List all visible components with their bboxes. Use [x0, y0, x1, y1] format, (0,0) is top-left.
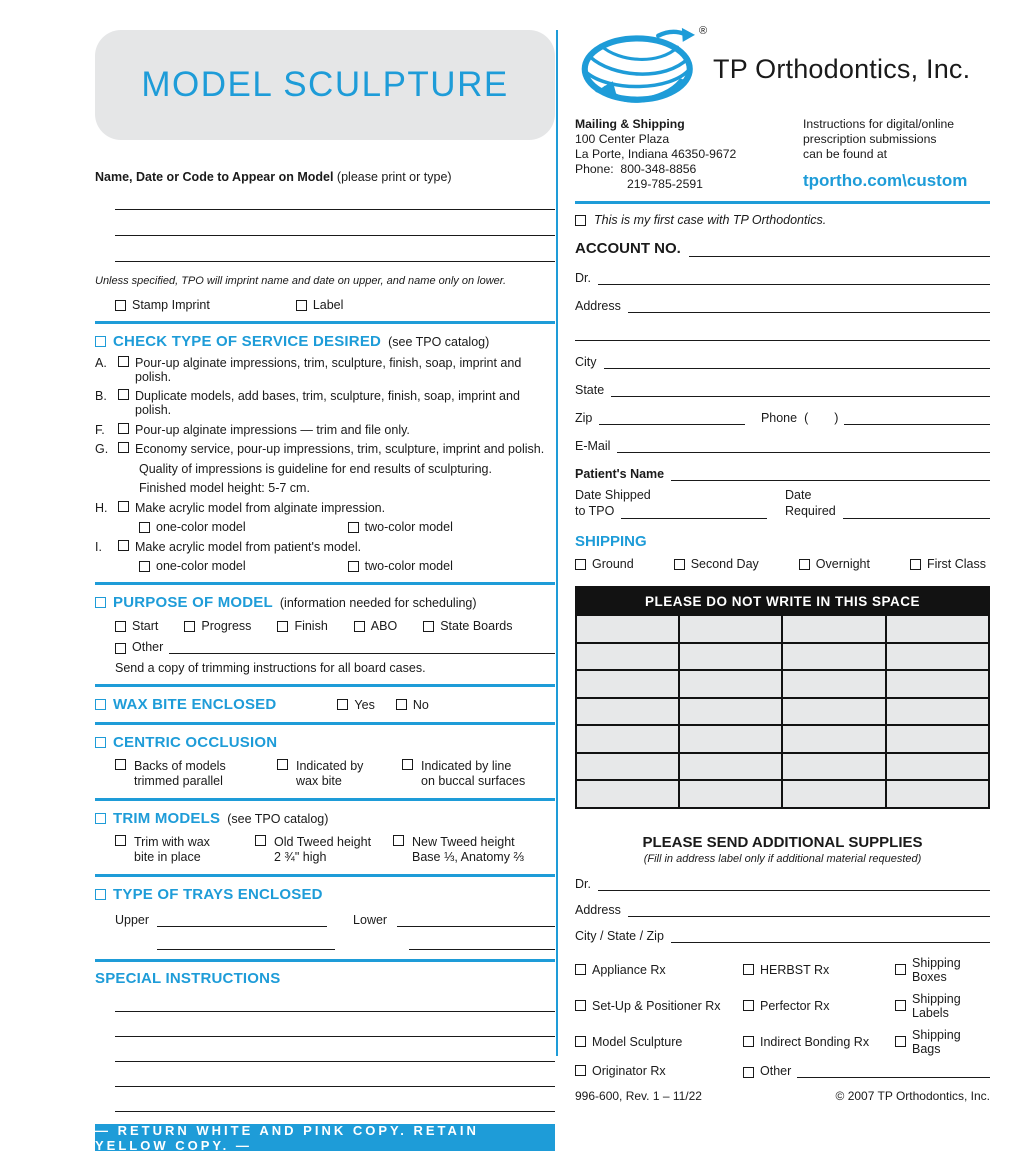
form-footer	[575, 1089, 990, 1103]
special-instructions-line[interactable]	[115, 1087, 555, 1112]
label-label: Label	[312, 298, 344, 312]
address-label: Address	[575, 299, 621, 313]
dr-label: Dr.	[575, 271, 591, 285]
section-divider	[95, 582, 555, 585]
centric-buccal-line-checkbox[interactable]	[402, 759, 413, 770]
shipping-second-day-label: Second Day	[690, 557, 759, 571]
trays-lower-field[interactable]	[397, 914, 555, 927]
centric-options	[115, 759, 555, 789]
grid-cell	[886, 643, 989, 671]
grid-cell	[782, 753, 885, 781]
special-instructions-line[interactable]	[115, 1062, 555, 1087]
service-h-suboptions	[139, 520, 555, 534]
date-shipped-field[interactable]	[621, 506, 767, 519]
service-section-checkbox[interactable]	[95, 336, 106, 347]
city-field[interactable]	[604, 356, 990, 369]
shipping-boxes-label: Shipping Boxes	[912, 955, 961, 984]
supplies-checkbox-grid	[575, 956, 990, 1078]
dr-field[interactable]	[598, 272, 990, 285]
patient-name-field[interactable]	[671, 468, 990, 481]
grid-cell	[576, 780, 679, 808]
date-required-field[interactable]	[843, 506, 990, 519]
option-letter: H.	[95, 500, 108, 515]
purpose-state-boards-checkbox[interactable]	[423, 621, 434, 632]
grid-cell	[886, 698, 989, 726]
service-i-label: Make acrylic model from patient's model.	[135, 539, 362, 554]
h-one-color-label: one-color model	[156, 520, 246, 534]
trim-section-header	[95, 810, 555, 827]
do-not-write-table	[575, 586, 990, 809]
first-case-checkbox[interactable]	[575, 215, 586, 226]
purpose-start-checkbox[interactable]	[115, 621, 126, 632]
special-instructions-line[interactable]	[115, 987, 555, 1012]
purpose-abo-checkbox[interactable]	[354, 621, 365, 632]
date-required-label-2: Required	[785, 504, 836, 518]
trays-lower-label: Lower	[353, 913, 388, 927]
h-one-color-checkbox[interactable]	[139, 522, 150, 533]
zip-field[interactable]	[599, 412, 745, 425]
wax-bite-section-checkbox[interactable]	[95, 699, 106, 710]
h-two-color-checkbox[interactable]	[348, 522, 359, 533]
grid-cell	[679, 643, 782, 671]
phone-field[interactable]	[844, 412, 990, 425]
instructions-line-1: Instructions for digital/online	[803, 117, 955, 131]
section-divider	[95, 684, 555, 687]
purpose-options	[115, 619, 555, 633]
purpose-section-title: PURPOSE OF MODEL	[113, 594, 273, 611]
trim-new-tweed-label: New Tweed height Base ⅓, Anatomy ⅔	[412, 835, 524, 864]
perfector-rx-checkbox[interactable]	[743, 1000, 754, 1011]
supplies-address-label: Address	[575, 902, 621, 917]
originator-rx-label: Originator Rx	[592, 1063, 666, 1078]
city-label: City	[575, 355, 597, 369]
grid-cell	[782, 615, 885, 643]
first-case-label: This is my first case with TP Orthodontics.	[594, 213, 827, 227]
table-row	[576, 643, 989, 671]
email-field[interactable]	[617, 440, 990, 453]
phone-paren-left: (	[804, 411, 809, 425]
purpose-note: Send a copy of trimming instructions for all board cases.	[115, 661, 426, 675]
instructions-line-2: prescription submissions	[803, 132, 937, 146]
registered-trademark: ®	[699, 25, 708, 37]
mailing-title: Mailing & Shipping	[575, 117, 685, 131]
shipping-second-day-checkbox[interactable]	[674, 559, 685, 570]
service-f-label: Pour-up alginate impressions — trim and file only.	[135, 422, 410, 437]
grid-cell	[886, 780, 989, 808]
dates-row	[575, 487, 990, 519]
label-checkbox[interactable]	[296, 300, 307, 311]
centric-section-header	[95, 734, 555, 751]
option-letter: F.	[95, 422, 105, 437]
address-field[interactable]	[628, 300, 990, 313]
grid-cell	[886, 615, 989, 643]
grid-cell	[679, 698, 782, 726]
setup-positioner-rx-checkbox[interactable]	[575, 1000, 586, 1011]
date-shipped-group	[575, 487, 767, 519]
grid-cell	[679, 615, 782, 643]
service-option-i	[95, 540, 555, 554]
state-label: State	[575, 383, 605, 397]
purpose-section-checkbox[interactable]	[95, 597, 106, 608]
service-h-label: Make acrylic model from alginate impression.	[135, 500, 386, 515]
trim-old-tweed-label: Old Tweed height 2 ¾" high	[274, 835, 372, 864]
name-line[interactable]	[115, 210, 555, 236]
purpose-abo-label: ABO	[370, 619, 398, 633]
dr-row	[575, 264, 990, 285]
centric-backs-checkbox[interactable]	[115, 759, 126, 770]
indirect-bonding-rx-checkbox[interactable]	[743, 1036, 754, 1047]
grid-cell	[576, 670, 679, 698]
model-sculpture-checkbox[interactable]	[575, 1036, 586, 1047]
online-instructions-block	[803, 117, 990, 192]
service-a-label: Pour-up alginate impressions, trim, sculpture, finish, soap, imprint and polish.	[135, 355, 522, 384]
shipping-overnight-checkbox[interactable]	[799, 559, 810, 570]
shipping-ground-label: Ground	[592, 557, 634, 571]
i-one-color-label: one-color model	[156, 559, 246, 573]
service-option-a	[95, 356, 555, 384]
centric-wax-bite-label: Indicated by wax bite	[296, 759, 364, 788]
shipping-bags-checkbox[interactable]	[895, 1036, 906, 1047]
form-left-column	[95, 0, 555, 1151]
originator-rx-checkbox[interactable]	[575, 1065, 586, 1076]
service-g-checkbox[interactable]	[118, 442, 129, 453]
wax-bite-no-checkbox[interactable]	[396, 699, 407, 710]
shipping-boxes-checkbox[interactable]	[895, 964, 906, 975]
table-row	[576, 780, 989, 808]
grid-cell	[576, 725, 679, 753]
purpose-finish-label: Finish	[294, 619, 328, 633]
purpose-finish-checkbox[interactable]	[277, 621, 288, 632]
grid-cell	[679, 725, 782, 753]
table-row	[576, 753, 989, 781]
supplies-note: (Fill in address label only if additional material requested)	[643, 852, 922, 865]
centric-section-checkbox[interactable]	[95, 737, 106, 748]
wax-bite-section-header	[95, 696, 555, 713]
special-instructions-title: SPECIAL INSTRUCTIONS	[95, 970, 281, 987]
do-not-write-header: PLEASE DO NOT WRITE IN THIS SPACE	[576, 587, 989, 615]
special-instructions-line[interactable]	[115, 1037, 555, 1062]
shipping-section-title: SHIPPING	[575, 533, 647, 550]
supplies-address-row	[575, 898, 990, 917]
imprint-options	[115, 298, 555, 312]
table-row	[576, 725, 989, 753]
grid-cell	[886, 670, 989, 698]
option-letter: B.	[95, 389, 107, 403]
wax-bite-section-title: WAX BITE ENCLOSED	[113, 696, 277, 713]
section-divider	[575, 201, 990, 204]
trays-upper-field[interactable]	[157, 914, 327, 927]
service-f-checkbox[interactable]	[118, 423, 129, 434]
i-two-color-label: two-color model	[364, 559, 453, 573]
grid-cell	[679, 753, 782, 781]
h-two-color-label: two-color model	[364, 520, 453, 534]
patient-name-row	[575, 460, 990, 481]
i-one-color-checkbox[interactable]	[139, 561, 150, 572]
section-divider	[95, 798, 555, 801]
i-two-color-checkbox[interactable]	[348, 561, 359, 572]
trim-section-subtitle: (see TPO catalog)	[227, 811, 329, 826]
trays-section-header	[95, 886, 555, 903]
name-line[interactable]	[115, 236, 555, 262]
grid-cell	[576, 753, 679, 781]
trim-old-tweed-checkbox[interactable]	[255, 835, 266, 846]
service-b-checkbox[interactable]	[118, 389, 129, 400]
table-row	[576, 615, 989, 643]
account-row	[575, 240, 990, 257]
purpose-progress-label: Progress	[201, 619, 252, 633]
centric-section-title: CENTRIC OCCLUSION	[113, 734, 278, 751]
model-sculpture-label: Model Sculpture	[592, 1034, 683, 1049]
trim-section-title: TRIM MODELS	[113, 810, 221, 827]
wax-bite-no-label: No	[412, 697, 429, 712]
table-row	[576, 698, 989, 726]
grid-cell	[886, 725, 989, 753]
email-row	[575, 432, 990, 453]
supplies-other-row	[743, 1064, 990, 1078]
supplies-dr-row	[575, 872, 990, 891]
trim-wax-bite-label: Trim with wax bite in place	[134, 835, 210, 864]
service-option-b	[95, 389, 555, 417]
service-a-checkbox[interactable]	[118, 356, 129, 367]
purpose-start-label: Start	[132, 619, 159, 633]
phone-label: Phone	[760, 411, 798, 425]
appliance-rx-checkbox[interactable]	[575, 964, 586, 975]
shipping-ground-checkbox[interactable]	[575, 559, 586, 570]
supplies-dr-label: Dr.	[575, 876, 591, 891]
service-i-suboptions	[139, 559, 555, 573]
mailing-address-block	[575, 117, 803, 192]
grid-cell	[782, 698, 885, 726]
trim-new-tweed-checkbox[interactable]	[393, 835, 404, 846]
service-option-h	[95, 501, 555, 515]
name-label-note: (please print or type)	[333, 170, 452, 184]
herbst-rx-label: HERBST Rx	[760, 962, 830, 977]
shipping-labels-checkbox[interactable]	[895, 1000, 906, 1011]
website-link[interactable]: tportho.com\custom	[803, 171, 968, 190]
centric-wax-bite-checkbox[interactable]	[277, 759, 288, 770]
grid-cell	[576, 615, 679, 643]
phone-paren-right: )	[834, 411, 839, 425]
shipping-first-class-label: First Class	[926, 557, 986, 571]
grid-cell	[576, 698, 679, 726]
service-h-checkbox[interactable]	[118, 501, 129, 512]
appliance-rx-label: Appliance Rx	[592, 962, 666, 977]
date-required-group	[785, 487, 990, 519]
supplies-dr-field[interactable]	[598, 878, 990, 891]
state-row	[575, 376, 990, 397]
option-letter: G.	[95, 442, 109, 456]
grid-cell	[782, 725, 885, 753]
grid-cell	[679, 670, 782, 698]
shipping-options	[575, 557, 990, 571]
perfector-rx-label: Perfector Rx	[760, 998, 830, 1013]
trays-upper-label: Upper	[115, 913, 150, 927]
service-g-extra-2: Finished model height: 5-7 cm.	[139, 481, 310, 495]
service-b-label: Duplicate models, add bases, trim, sculpture, finish, soap, imprint and polish.	[135, 389, 520, 417]
trays-row-2	[115, 937, 555, 950]
mailing-phone-2: 219-785-2591	[627, 177, 703, 191]
name-label: Name, Date or Code to Appear on Model	[95, 170, 334, 184]
section-divider	[95, 722, 555, 725]
special-instructions-line[interactable]	[115, 1012, 555, 1037]
service-option-g	[95, 442, 555, 456]
name-line[interactable]	[115, 184, 555, 210]
contact-info	[575, 117, 990, 192]
supplies-address-field[interactable]	[628, 904, 990, 917]
grid-cell	[886, 753, 989, 781]
form-right-column	[575, 0, 990, 1103]
mailing-phone-1: Phone: 800-348-8856	[575, 162, 697, 176]
shipping-bags-label: Shipping Bags	[912, 1027, 961, 1056]
column-divider	[556, 30, 558, 1056]
purpose-other-row	[115, 640, 555, 654]
section-divider	[95, 874, 555, 877]
supplies-other-label: Other	[760, 1063, 792, 1078]
patient-name-label: Patient's Name	[575, 467, 665, 481]
grid-cell	[782, 643, 885, 671]
centric-backs-label: Backs of models trimmed parallel	[134, 759, 226, 788]
trays-section-title: TYPE OF TRAYS ENCLOSED	[113, 886, 323, 903]
trim-wax-bite-checkbox[interactable]	[115, 835, 126, 846]
mailing-address-2: La Porte, Indiana 46350-9672	[575, 147, 737, 161]
supplies-csz-row	[575, 924, 990, 943]
trays-section-checkbox[interactable]	[95, 889, 106, 900]
section-divider	[95, 321, 555, 324]
address-row-2	[575, 320, 990, 341]
trays-upper-field-2[interactable]	[157, 937, 335, 950]
zip-label: Zip	[575, 411, 593, 425]
state-field[interactable]	[611, 384, 990, 397]
supplies-title: PLEASE SEND ADDITIONAL SUPPLIES	[642, 833, 923, 851]
copyright: © 2007 TP Orthodontics, Inc.	[835, 1088, 990, 1103]
company-header	[575, 27, 990, 111]
copy-instructions-bar: — RETURN WHITE AND PINK COPY. RETAIN YELLOW COPY. —	[95, 1124, 555, 1151]
shipping-overnight-label: Overnight	[815, 557, 870, 571]
purpose-other-checkbox[interactable]	[115, 643, 126, 654]
stamp-imprint-label: Stamp Imprint	[132, 298, 210, 312]
grid-cell	[679, 780, 782, 808]
service-i-checkbox[interactable]	[118, 540, 129, 551]
purpose-other-label: Other	[132, 640, 164, 654]
herbst-rx-checkbox[interactable]	[743, 964, 754, 975]
trim-options	[115, 835, 555, 865]
page-title: MODEL SCULPTURE	[141, 65, 509, 104]
grid-cell	[782, 780, 885, 808]
setup-positioner-rx-label: Set-Up & Positioner Rx	[592, 998, 721, 1013]
wax-bite-yes-label: Yes	[354, 697, 375, 712]
trays-lower-field-2[interactable]	[409, 937, 555, 950]
purpose-section-subtitle: (information needed for scheduling)	[279, 595, 477, 610]
trays-row-1	[115, 913, 555, 927]
supplies-csz-field[interactable]	[671, 930, 990, 943]
centric-buccal-line-label: Indicated by line on buccal surfaces	[421, 759, 526, 788]
service-section-title: CHECK TYPE OF SERVICE DESIRED	[113, 333, 382, 350]
date-shipped-label-2: to TPO	[575, 504, 615, 518]
service-g-label: Economy service, pour-up impressions, trim, sculpture, imprint and polish.	[135, 442, 545, 456]
grid-cell	[782, 670, 885, 698]
address-field-2[interactable]	[575, 328, 990, 341]
mailing-address-1: 100 Center Plaza	[575, 132, 670, 146]
form-number: 996-600, Rev. 1 – 11/22	[575, 1088, 702, 1103]
stamp-imprint-checkbox[interactable]	[115, 300, 126, 311]
shipping-first-class-checkbox[interactable]	[910, 559, 921, 570]
supplies-other-checkbox[interactable]	[743, 1067, 754, 1078]
wax-bite-yes-checkbox[interactable]	[337, 699, 348, 710]
grid-cell	[576, 643, 679, 671]
trim-section-checkbox[interactable]	[95, 813, 106, 824]
table-row	[576, 670, 989, 698]
account-field[interactable]	[689, 244, 990, 257]
first-case-row	[575, 213, 990, 227]
globe-logo-icon	[575, 27, 703, 111]
purpose-state-boards-label: State Boards	[440, 619, 513, 633]
service-option-f	[95, 423, 555, 437]
form-title-box	[95, 30, 555, 140]
date-shipped-label-1: Date Shipped	[575, 488, 651, 502]
imprint-note: Unless specified, TPO will imprint name and date on upper, and name only on lower.	[95, 275, 507, 287]
purpose-progress-checkbox[interactable]	[184, 621, 195, 632]
section-divider	[95, 959, 555, 962]
zip-phone-row	[575, 404, 990, 425]
purpose-section-header	[95, 594, 555, 611]
address-row	[575, 292, 990, 313]
city-row	[575, 348, 990, 369]
service-section-header	[95, 333, 555, 350]
option-letter: A.	[95, 355, 107, 370]
date-required-label-1: Date	[785, 488, 812, 502]
supplies-csz-label: City / State / Zip	[575, 928, 664, 943]
email-label: E-Mail	[575, 439, 611, 453]
indirect-bonding-rx-label: Indirect Bonding Rx	[760, 1034, 870, 1049]
account-label: ACCOUNT NO.	[575, 240, 681, 257]
instructions-line-3: can be found at	[803, 147, 888, 161]
company-name: TP Orthodontics, Inc.	[713, 53, 971, 84]
option-letter: I.	[95, 539, 102, 554]
service-section-subtitle: (see TPO catalog)	[388, 334, 490, 349]
supplies-other-field[interactable]	[797, 1065, 990, 1078]
shipping-labels-label: Shipping Labels	[912, 991, 961, 1020]
service-g-extra-1: Quality of impressions is guideline for end results of sculpturing.	[139, 461, 492, 476]
purpose-other-field[interactable]	[169, 641, 555, 654]
name-section-label	[95, 170, 555, 184]
